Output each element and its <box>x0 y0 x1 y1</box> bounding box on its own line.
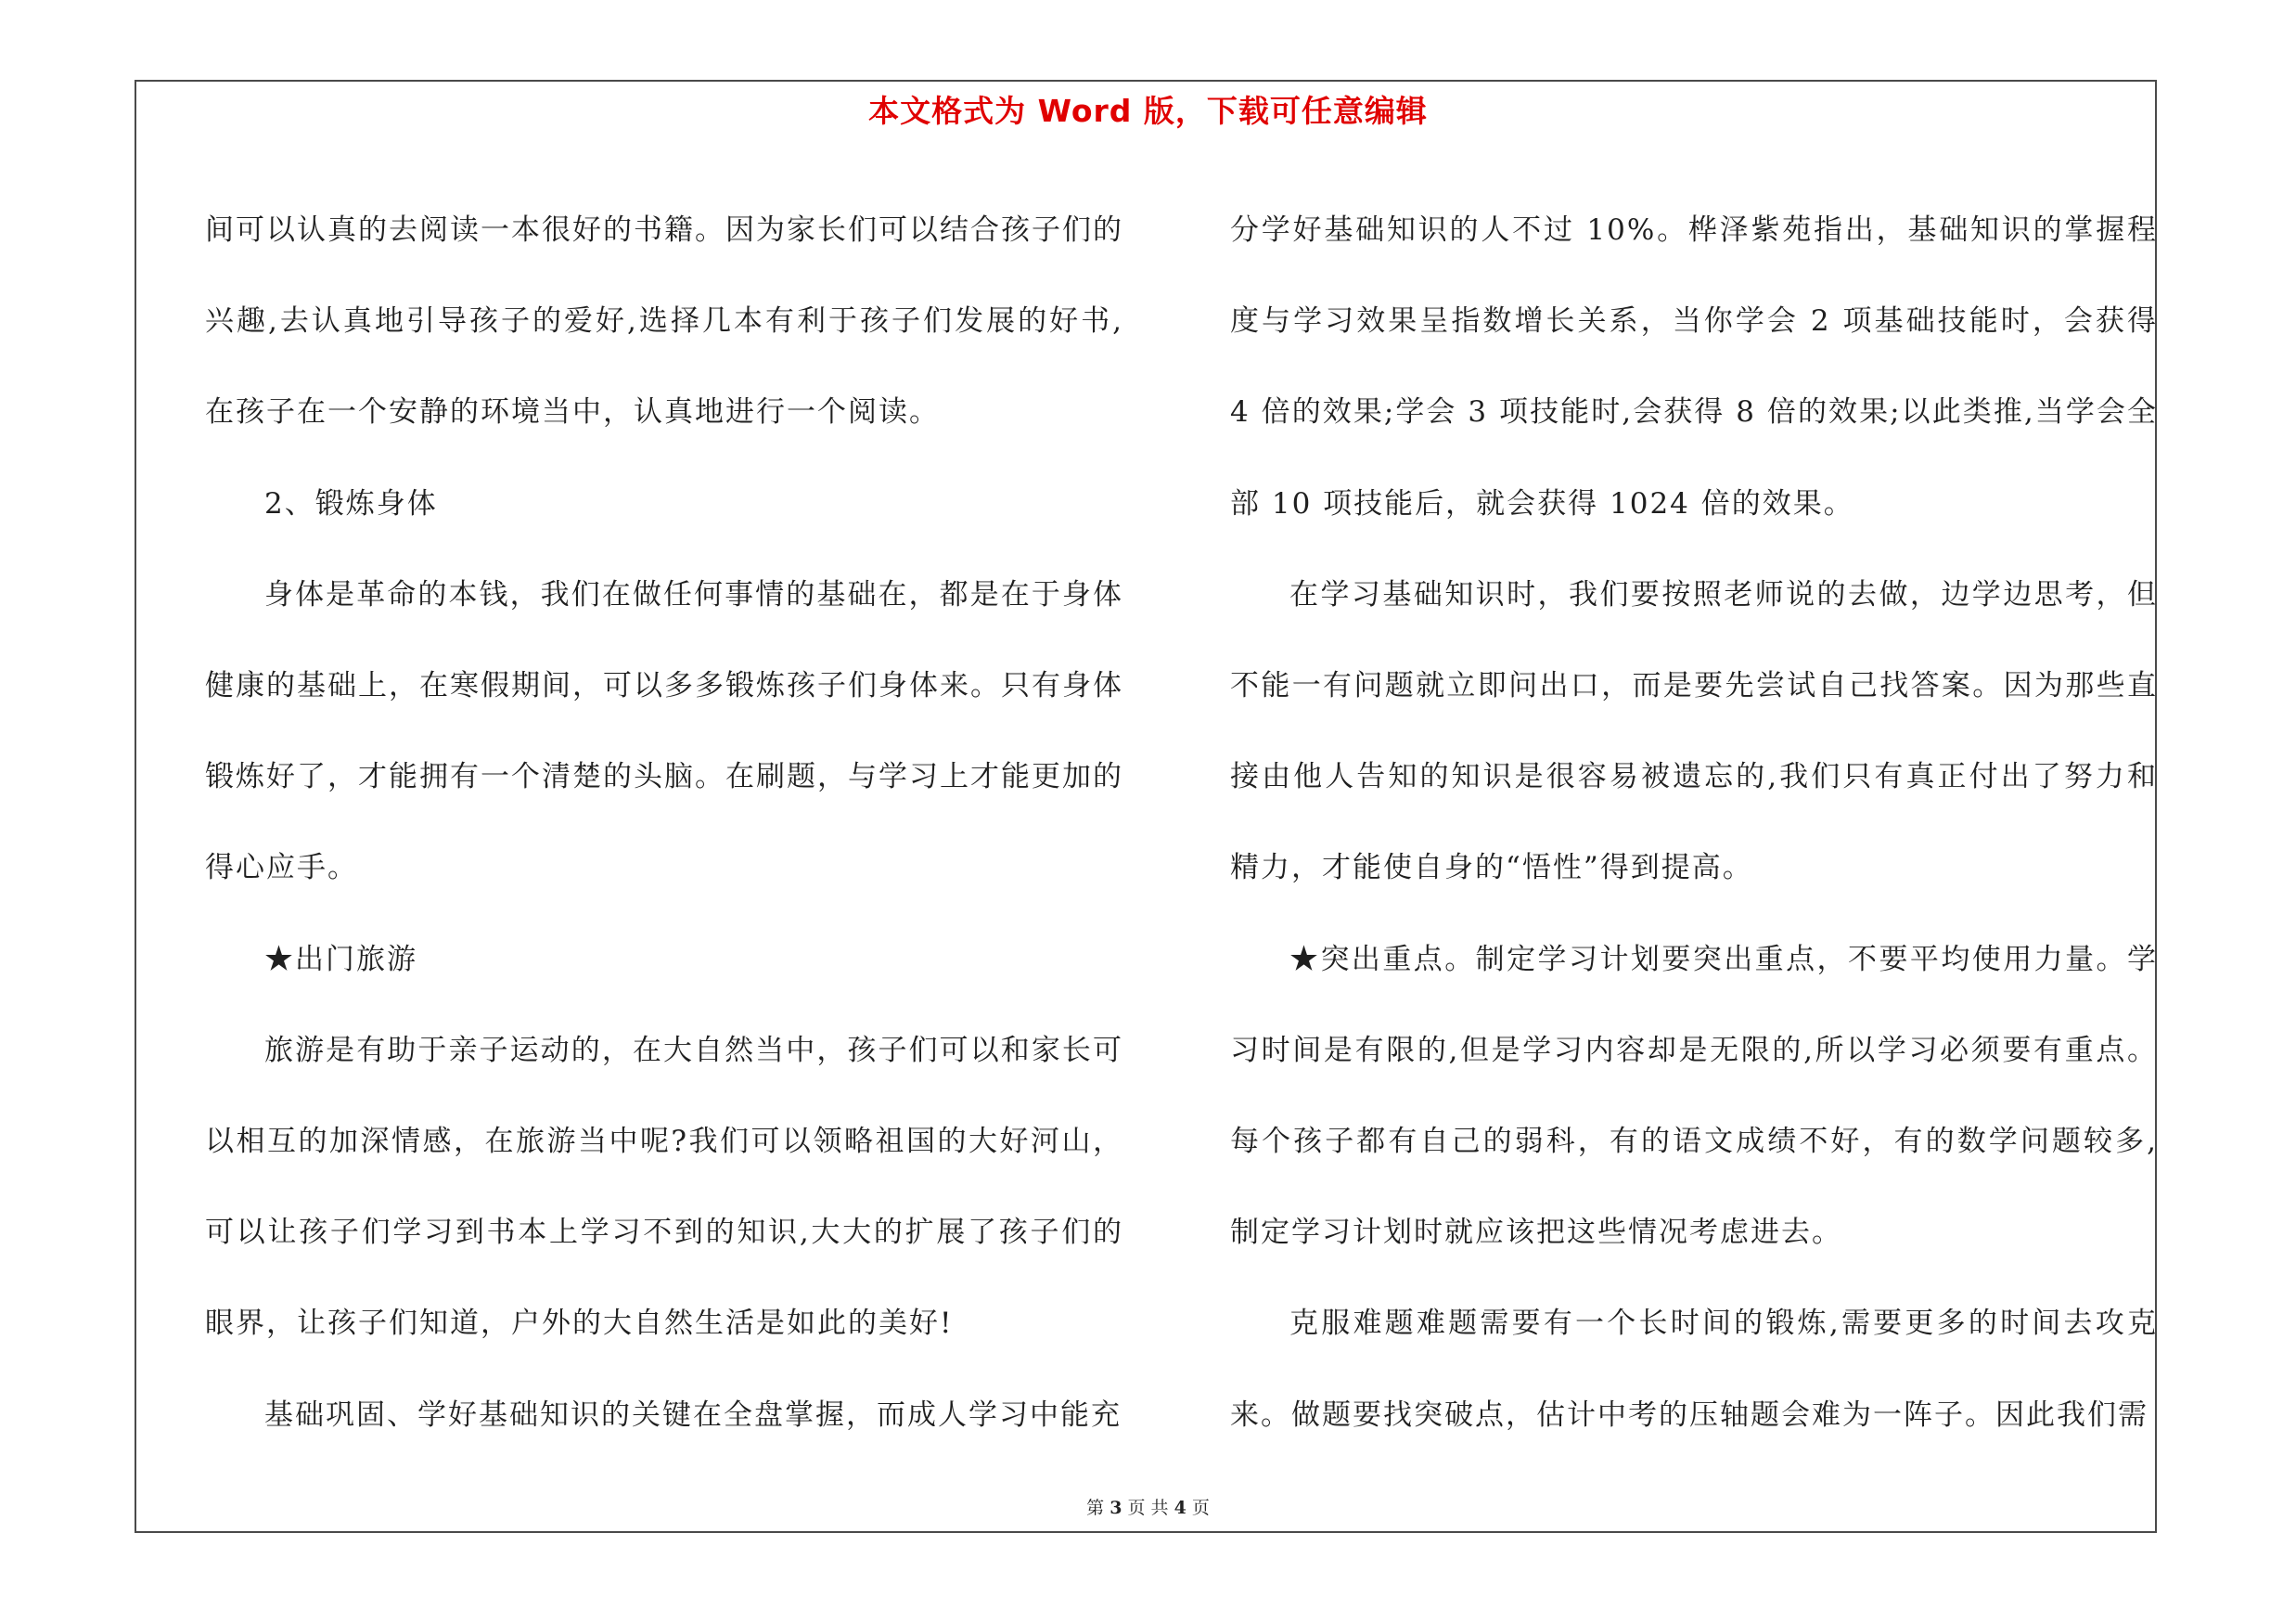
right-column <box>1230 185 2158 1461</box>
heading-exercise: 2、锻炼身体 <box>264 486 438 521</box>
footer-middle: 页 共 <box>1127 1498 1169 1518</box>
paragraph-exercise: 身体是革命的本钱，我们在做任何事情的基础在，都是在于身体健康的基础上，在寒假期间，可以多多锻炼孩子们身体来。只有身体锻炼好了，才能拥有一个清楚的头脑。在刷题，与学习上才能更加的得心应手。 <box>205 577 1123 885</box>
paragraph-focus: ★突出重点。制定学习计划要突出重点，不要平均使用力量。学习时间是有限的,但是学习内容却是无限的,所以学习必须要有重点。每个孩子都有自己的弱科，有的语文成绩不好，有的数学问题较多,制定学习计划时就应该把这些情况考虑进去。 <box>1230 942 2158 1250</box>
footer-suffix: 页 <box>1191 1498 1210 1518</box>
left-column <box>205 185 1123 1461</box>
paragraph-basics-continued: 分学好基础知识的人不过 10%。桦泽紫苑指出，基础知识的掌握程度与学习效果呈指数增长关系，当你学会 2 项基础技能时，会获得 4 倍的效果;学会 3 项技能时,会获得 8 倍的效果;以此类推,当学会全部 10 项技能后，就会获得 1024 倍的效果。 <box>1230 213 2158 521</box>
current-page-number: 3 <box>1110 1498 1122 1518</box>
page-footer <box>0 1494 2296 1519</box>
heading-travel: ★出门旅游 <box>264 942 417 976</box>
paragraph-continued-reading: 间可以认真的去阅读一本很好的书籍。因为家长们可以结合孩子们的兴趣,去认真地引导孩子的爱好,选择几本有利于孩子们发展的好书,在孩子在一个安静的环境当中，认真地进行一个阅读。 <box>205 213 1123 430</box>
paragraph-travel: 旅游是有助于亲子运动的，在大自然当中，孩子们可以和家长可以相互的加深情感，在旅游当中呢?我们可以领略祖国的大好河山，可以让孩子们学习到书本上学习不到的知识,大大的扩展了孩子们的眼界，让孩子们知道，户外的大自然生活是如此的美好! <box>205 1033 1123 1341</box>
format-banner: 本文格式为 Word 版，下载可任意编辑 <box>868 93 1428 129</box>
footer-prefix: 第 <box>1086 1498 1105 1518</box>
paragraph-learning-method: 在学习基础知识时，我们要按照老师说的去做，边学边思考，但不能一有问题就立即问出口，而是要先尝试自己找答案。因为那些直接由他人告知的知识是很容易被遗忘的,我们只有真正付出了努力和精力，才能使自身的“悟性”得到提高。 <box>1230 577 2158 885</box>
total-page-number: 4 <box>1174 1498 1186 1518</box>
paragraph-basics-start: 基础巩固、学好基础知识的关键在全盘掌握，而成人学习中能充 <box>264 1398 1122 1432</box>
paragraph-difficulties: 克服难题难题需要有一个长时间的锻炼,需要更多的时间去攻克来。做题要找突破点，估计中考的压轴题会难为一阵子。因此我们需 <box>1230 1307 2158 1432</box>
